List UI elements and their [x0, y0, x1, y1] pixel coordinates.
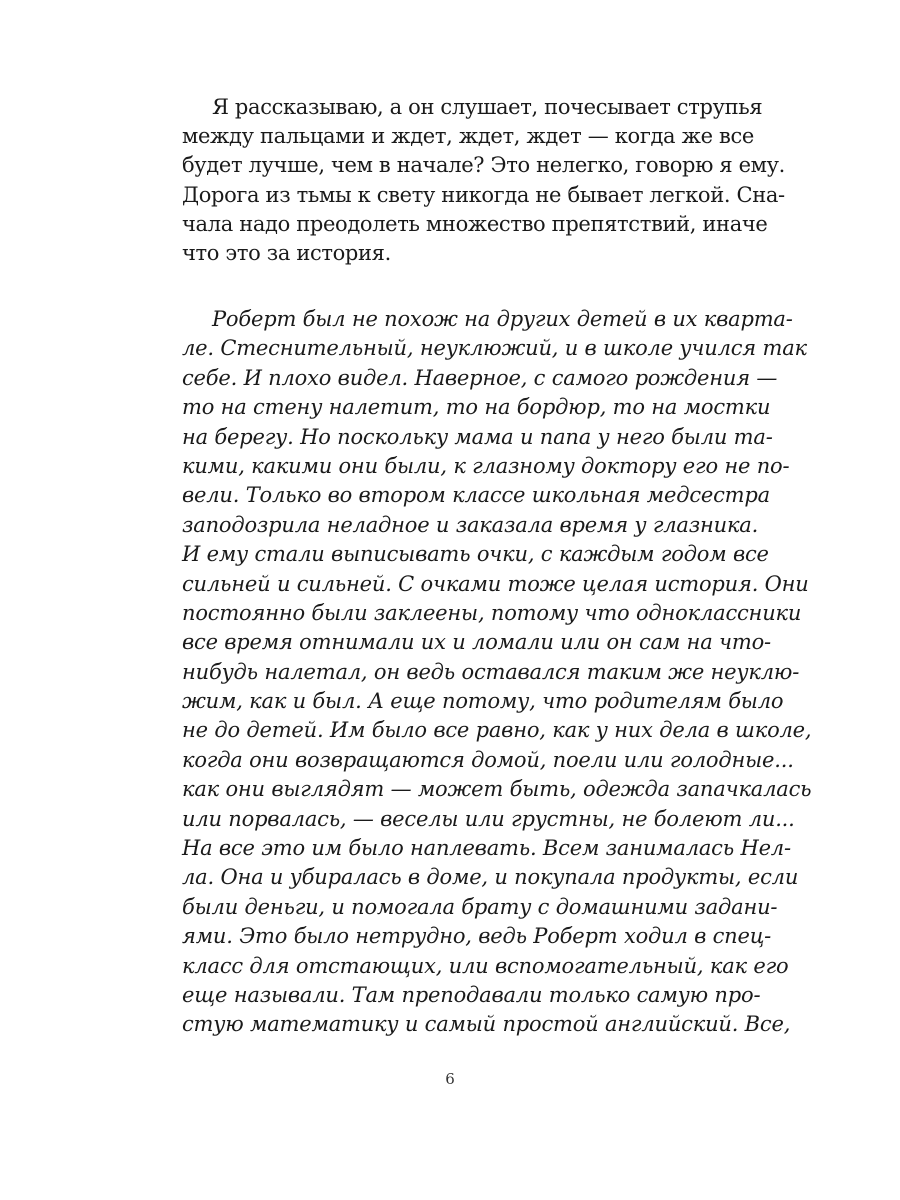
text-line: будет лучше, чем в начале? Это нелегко, говорю я ему.	[182, 153, 785, 178]
paragraph-narration	[182, 93, 785, 268]
text-line: Дорога из тьмы к свету никогда не бывает легкой. Сна-	[182, 182, 785, 207]
text-line: нибудь налетал, он ведь оставался таким же неуклю-	[182, 659, 800, 684]
text-line: Я рассказываю, а он слушает, почесывает струпья	[212, 95, 763, 119]
text-line: ями. Это было нетрудно, ведь Роберт ходил в спец-	[182, 924, 772, 949]
text-line: заподозрила неладное и заказала время у глазника.	[182, 512, 759, 537]
text-line: на берегу. Но поскольку мама и папа у него были та-	[182, 424, 773, 449]
text-line: как они выглядят — может быть, одежда запачкалась	[182, 777, 812, 802]
text-line: между пальцами и ждет, ждет, ждет — когда же все	[182, 124, 754, 149]
text-line: что это за история.	[182, 240, 391, 265]
text-line: чала надо преодолеть множество препятствий, иначе	[182, 211, 768, 236]
text-line: жим, как и был. А еще потому, что родителям было	[182, 689, 784, 714]
text-line: вели. Только во втором классе школьная медсестра	[182, 483, 770, 508]
text-line: ле. Стеснительный, неуклюжий, и в школе учился так	[182, 336, 807, 361]
text-line: сильней и сильней. С очками тоже целая история. Они	[182, 571, 809, 596]
text-line: или порвалась, — веселы или грустны, не болеют ли...	[182, 806, 795, 831]
text-line: постоянно были заклеены, потому что одноклассники	[182, 600, 802, 625]
text-line: когда они возвращаются домой, поели или голодные...	[182, 747, 794, 772]
text-line: стую математику и самый простой английский. Все,	[182, 1012, 791, 1037]
text-line: ла. Она и убиралась в доме, и покупала продукты, если	[182, 865, 799, 890]
text-line: класс для отстающих, или вспомогательный, как его	[182, 953, 789, 978]
paragraph-story	[182, 305, 812, 1040]
text-line: себе. И плохо видел. Наверное, с самого рождения —	[182, 365, 778, 390]
text-line: то на стену налетит, то на бордюр, то на мостки	[182, 395, 771, 420]
text-line: еще называли. Там преподавали только самую про-	[182, 982, 761, 1007]
text-line: не до детей. Им было все равно, как у них дела в школе,	[182, 718, 812, 743]
text-line: На все это им было наплевать. Всем занималась Нел-	[182, 836, 791, 861]
page-number: 6	[445, 1070, 455, 1088]
text-line: кими, какими они были, к глазному доктору его не по-	[182, 453, 790, 478]
text-line: Роберт был не похож на других детей в их кварта-	[212, 307, 793, 331]
text-line: И ему стали выписывать очки, с каждым годом все	[182, 542, 769, 567]
text-line: все время отнимали их и ломали или он сам на что-	[182, 630, 771, 655]
text-line: были деньги, и помогала брату с домашними задани-	[182, 894, 778, 919]
